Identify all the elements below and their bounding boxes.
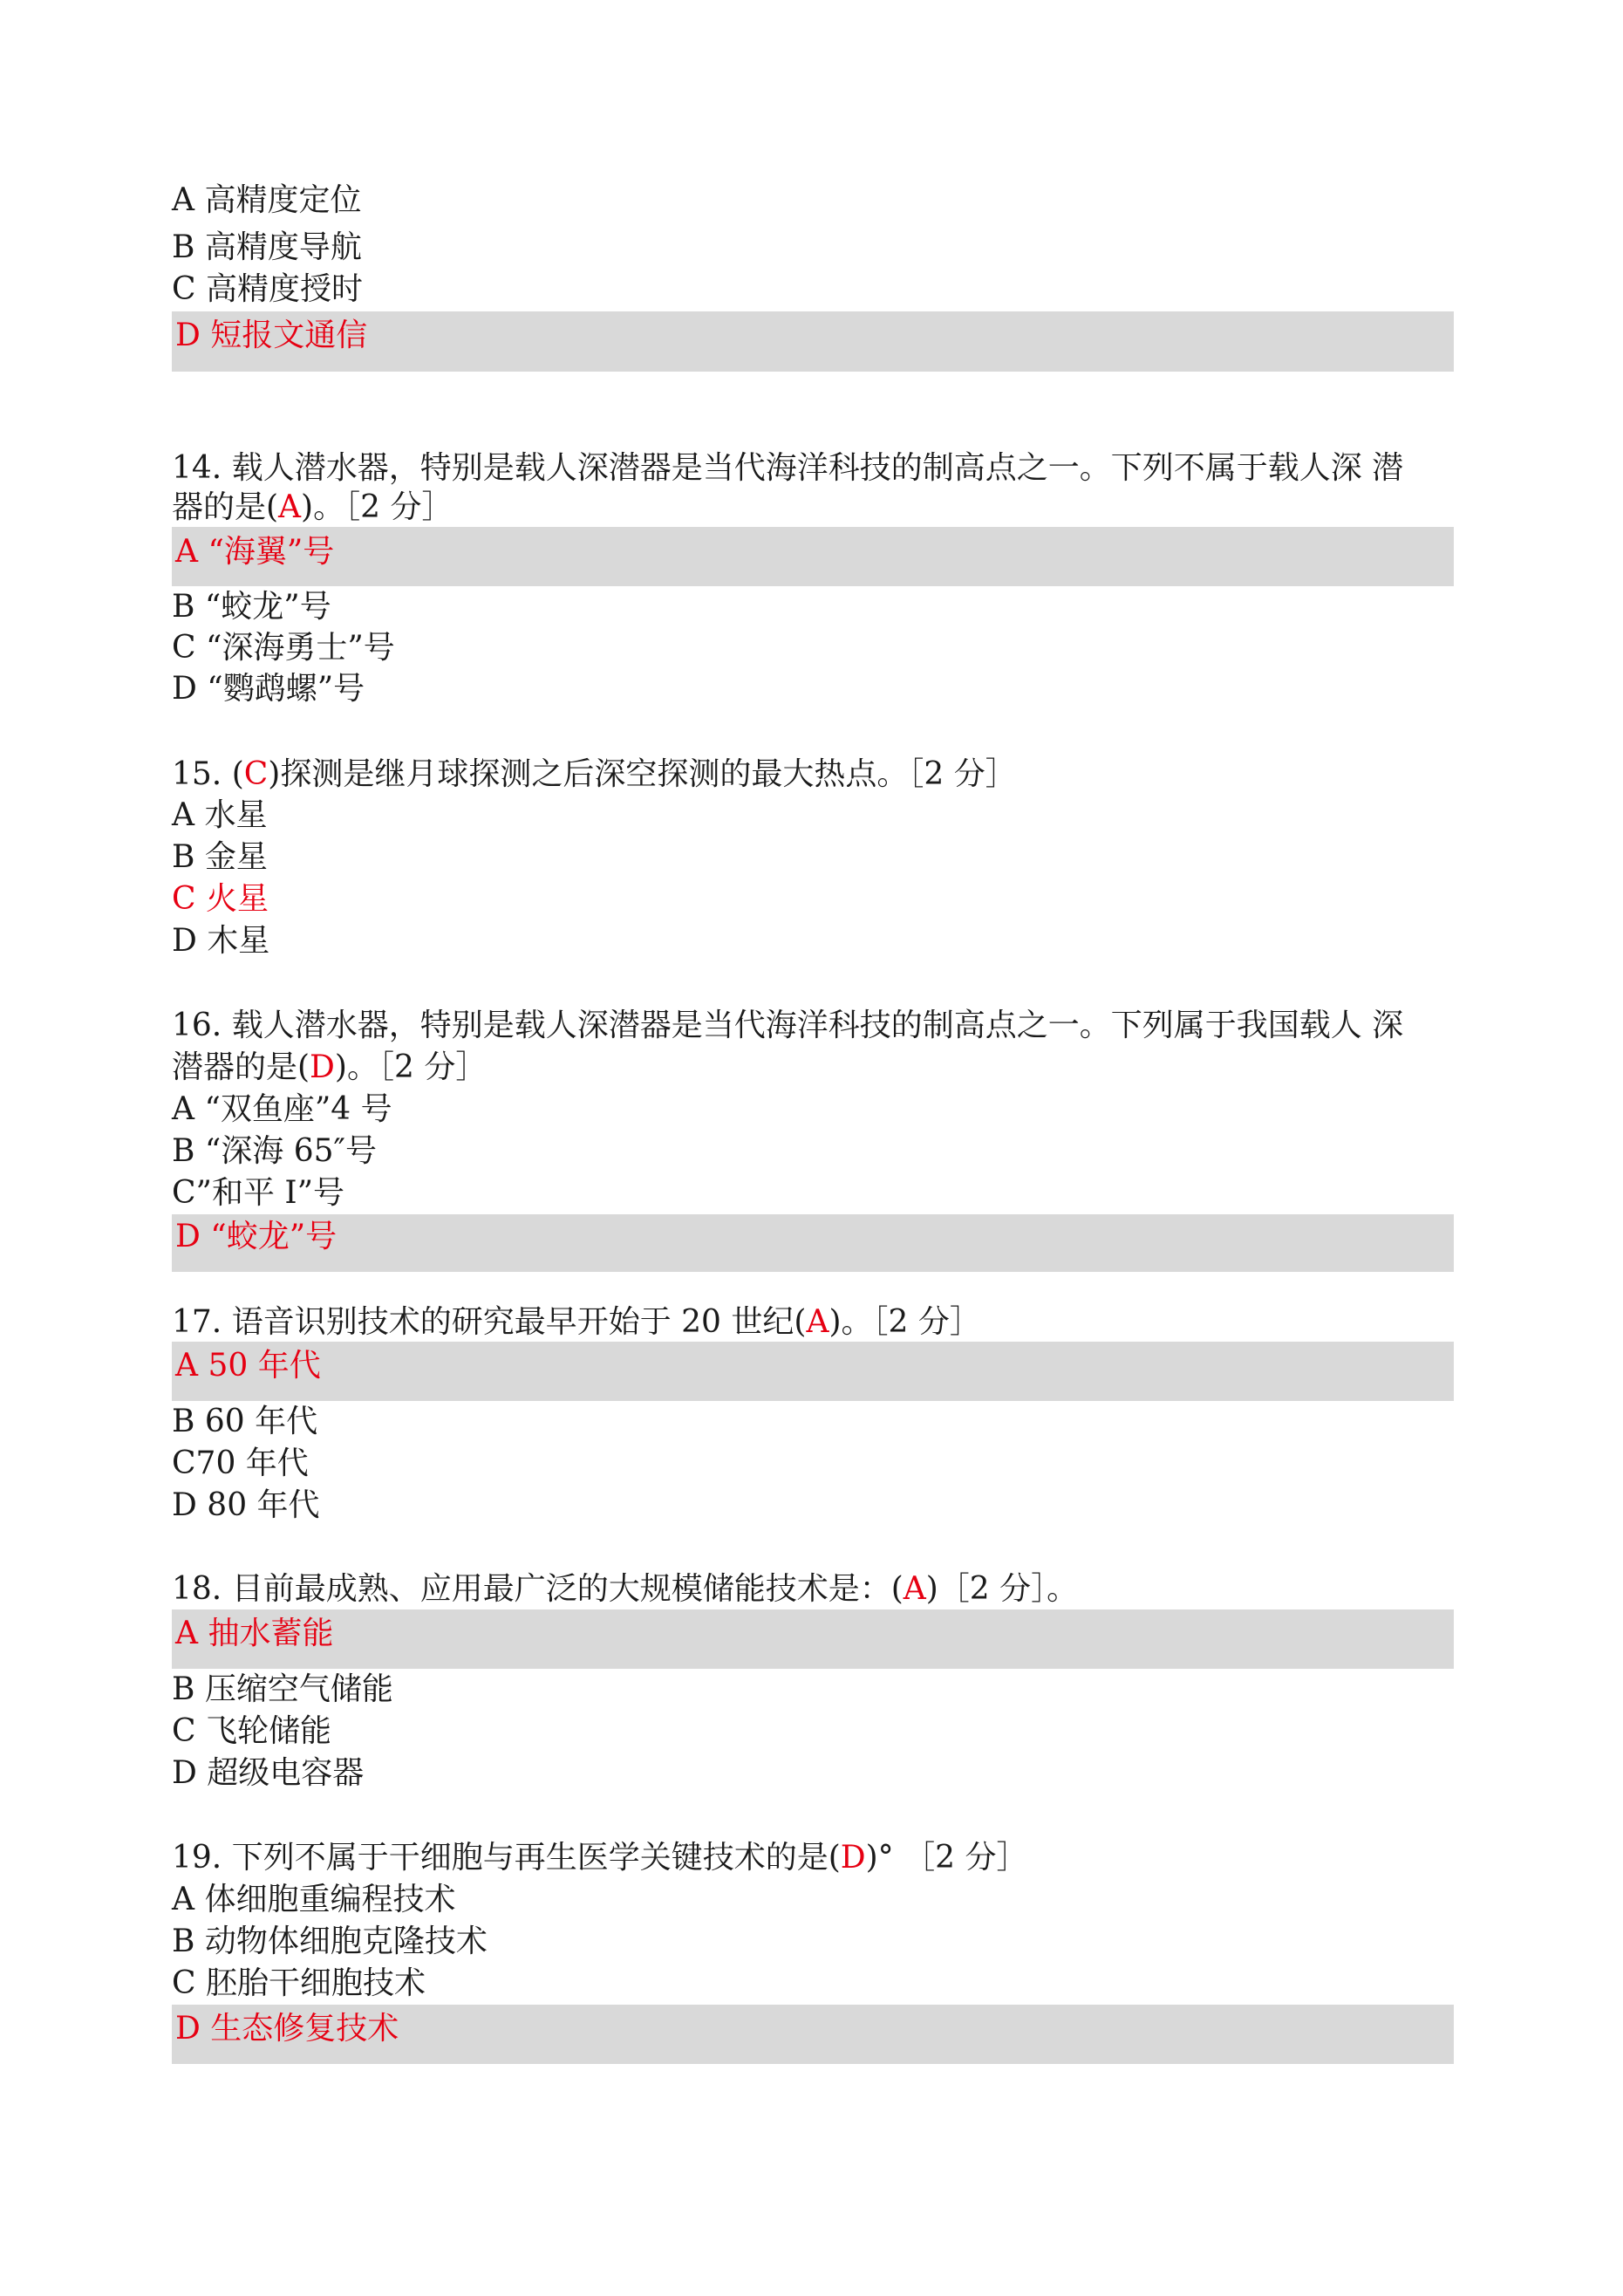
option-a: A 水星 (172, 797, 268, 833)
question-17 (172, 1302, 1454, 1343)
question-15 (172, 754, 1454, 796)
option-c: C 飞轮储能 (172, 1713, 331, 1749)
option-a-correct: A 抽水蓄能 (172, 1609, 1454, 1669)
question-text: )。［2 分］ (301, 489, 453, 525)
question-19 (172, 1837, 1454, 1879)
question-14-line2 (172, 487, 1454, 529)
option-a: A 高精度定位 (172, 182, 362, 218)
question-text: 18. 目前最成熟、应用最广泛的大规模储能技术是：( (172, 1571, 904, 1607)
option-a-correct: A “海翼”号 (172, 527, 1454, 586)
option-a: A “双鱼座”4 号 (172, 1091, 392, 1127)
option-d-correct: D “蛟龙”号 (172, 1214, 1454, 1272)
option-d-correct: D 短报文通信 (172, 311, 1454, 372)
option-d: D “鹦鹉螺”号 (172, 671, 365, 707)
option-b: B 金星 (172, 839, 268, 875)
question-text: 潜器的是( (172, 1049, 310, 1085)
option-b: B 60 年代 (172, 1404, 318, 1439)
question-18 (172, 1568, 1454, 1610)
question-text: )。［2 分］ (829, 1304, 981, 1340)
option-b: B “蛟龙”号 (172, 589, 331, 625)
option-c-correct: C 火星 (172, 881, 269, 917)
question-text: )° ［2 分］ (865, 1840, 1028, 1876)
option-c: C70 年代 (172, 1445, 309, 1481)
option-b: B 高精度导航 (172, 229, 362, 265)
option-c: C 高精度授时 (172, 271, 363, 307)
answer-mark: D (310, 1049, 335, 1085)
answer-mark: D (840, 1840, 866, 1876)
option-d: D 木星 (172, 923, 270, 959)
option-d-correct: D 生态修复技术 (172, 2005, 1454, 2064)
question-text: )探测是继月球探测之后深空探测的最大热点。［2 分］ (268, 756, 1017, 792)
option-a-correct: A 50 年代 (172, 1342, 1454, 1401)
option-c: C “深海勇士”号 (172, 630, 395, 666)
question-text: 19. 下列不属于干细胞与再生医学关键技术的是( (172, 1840, 841, 1876)
question-text: )［2 分］。 (925, 1571, 1079, 1607)
option-b: B 动物体细胞克隆技术 (172, 1924, 488, 1959)
answer-mark: C (243, 756, 269, 792)
option-d: D 超级电容器 (172, 1755, 365, 1791)
option-b: B “深海 65″号 (172, 1133, 378, 1169)
option-c: C”和平 I”号 (172, 1175, 345, 1211)
question-text: 17. 语音识别技术的研究最早开始于 20 世纪( (172, 1304, 807, 1340)
question-text: )。［2 分］ (334, 1049, 488, 1085)
answer-mark: A (806, 1304, 829, 1340)
question-text: 器的是( (172, 489, 279, 525)
option-b: B 压缩空气储能 (172, 1671, 393, 1707)
answer-mark: A (903, 1571, 926, 1607)
option-d: D 80 年代 (172, 1487, 320, 1523)
option-a: A 体细胞重编程技术 (172, 1882, 456, 1917)
question-16-line2 (172, 1047, 1454, 1089)
answer-mark: A (278, 489, 302, 525)
question-14-line1: 14. 载人潜水器，特别是载人深潜器是当代海洋科技的制高点之一。下列不属于载人深 潜 (172, 450, 1404, 486)
question-text: 15. ( (172, 756, 244, 792)
question-16-line1: 16. 载人潜水器，特别是载人深潜器是当代海洋科技的制高点之一。下列属于我国载人 深 (172, 1008, 1404, 1043)
option-c: C 胚胎干细胞技术 (172, 1965, 426, 2001)
